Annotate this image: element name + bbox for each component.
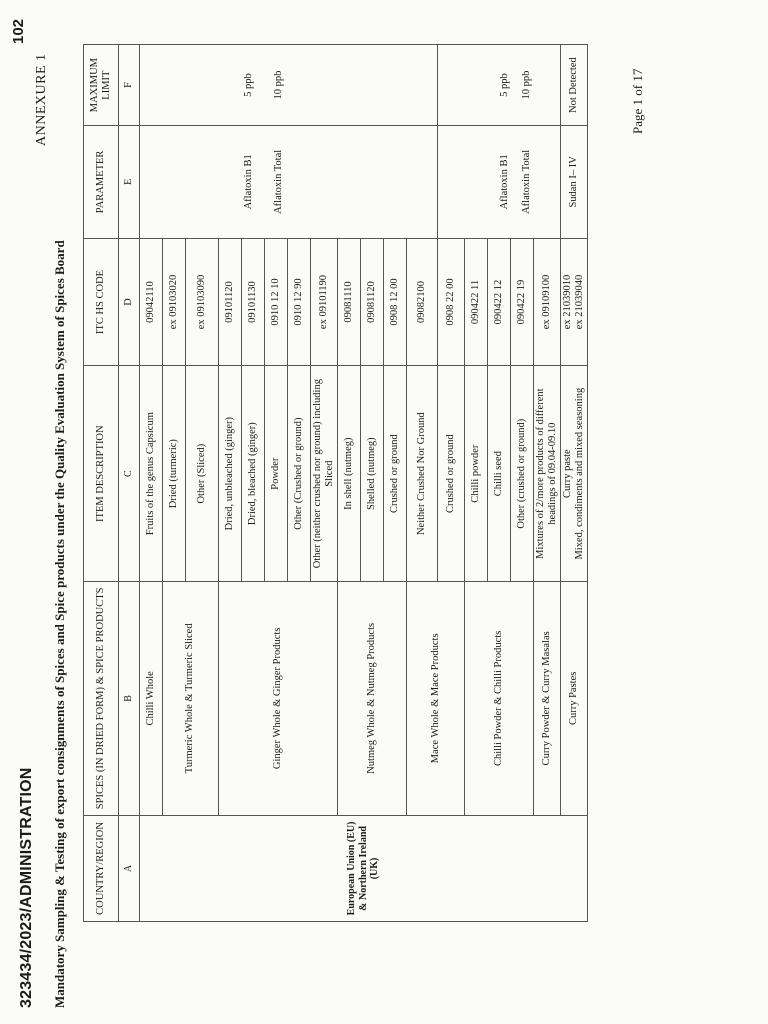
hs-code-cell: 09101130 [242, 238, 265, 366]
document-title: Mandatory Sampling & Testing of export consignments of Spices and Spice products under the Quality Evaluation System of Spices Board [52, 240, 67, 1008]
column-header: SPICES (IN DRIED FORM) & SPICE PRODUCTS [84, 581, 119, 815]
hs-code-cell: 09082100 [407, 238, 438, 366]
column-header: ITC HS CODE [84, 238, 119, 366]
description-cell: Other (crushed or ground) [511, 366, 534, 581]
document-reference: 323434/2023/ADMINISTRATION [18, 767, 35, 1008]
hs-code-cell: 09081110 [338, 238, 361, 366]
description-cell: Powder [265, 366, 288, 581]
limit-group-2 [438, 45, 561, 126]
description-cell: Chilli seed [488, 366, 511, 581]
column-letter-row [119, 45, 140, 922]
product-cell: Curry Powder & Curry Masalas [534, 581, 561, 815]
hs-code-cell: 0908 12 00 [384, 238, 407, 366]
product-cell: Mace Whole & Mace Products [407, 581, 465, 815]
hs-code-cell: ex 09103020 [163, 238, 186, 366]
product-cell: Ginger Whole & Ginger Products [219, 581, 338, 815]
column-letter: D [119, 238, 140, 366]
description-cell: Other (Crushed or ground) [288, 366, 311, 581]
description-line: Curry paste [562, 449, 574, 499]
product-cell: Turmeric Whole & Turmeric Sliced [163, 581, 219, 815]
hs-code-cell: 0910 12 10 [265, 238, 288, 366]
hs-code-cell: ex 09109100 [534, 238, 561, 366]
column-letter: F [119, 45, 140, 126]
product-cell: Nutmeg Whole & Nutmeg Products [338, 581, 407, 815]
limit-sudan: Not Detected [561, 45, 588, 126]
column-header: PARAMETER [84, 126, 119, 238]
limit-aflatoxin-total: 10 ppb [521, 70, 533, 100]
table-row [140, 45, 163, 922]
column-header: COUNTRY/REGION [84, 815, 119, 921]
hs-code-line: ex 21039040 [574, 274, 586, 330]
product-cell: Curry Pastes [561, 581, 588, 815]
description-cell: Dried, bleached (ginger) [242, 366, 265, 581]
hs-code-cell: ex 09103090 [186, 238, 219, 366]
hs-code-cell: 090422 11 [465, 238, 488, 366]
description-line: Mixed, condiments and mixed seasoning [574, 387, 586, 560]
product-cell: Chilli Whole [140, 581, 163, 815]
description-cell: Shelled (nutmeg) [361, 366, 384, 581]
hs-code-cell: 09101120 [219, 238, 242, 366]
hs-code-cell: 090422 19 [511, 238, 534, 366]
hs-code-line: ex 21039010 [562, 274, 574, 330]
column-letter: E [119, 126, 140, 238]
parameter-aflatoxin-b1: Aflatoxin B1 [242, 154, 254, 210]
column-header: ITEM DESCRIPTION [84, 366, 119, 581]
limit-group-1 [140, 45, 438, 126]
description-cell: Dried, unbleached (ginger) [219, 366, 242, 581]
hs-code-cell: ex 09101190 [311, 238, 338, 366]
page-number: 102 [10, 18, 27, 44]
column-letter: B [119, 581, 140, 815]
product-cell: Chilli Powder & Chilli Products [465, 581, 534, 815]
hs-code-cell: 0908 22 00 [438, 238, 465, 366]
parameter-aflatoxin-total: Aflatoxin Total [521, 149, 533, 214]
column-letter: C [119, 366, 140, 581]
column-letter: A [119, 815, 140, 921]
description-cell: Other (Sliced) [186, 366, 219, 581]
spices-table [83, 44, 588, 922]
parameter-aflatoxin-b1: Aflatoxin B1 [499, 154, 511, 210]
parameter-aflatoxin-total: Aflatoxin Total [272, 149, 284, 214]
country-cell: European Union (EU) & Northern Ireland (UK) [140, 815, 588, 921]
hs-code-cell [561, 238, 588, 366]
column-header: MAXIMUM LIMIT [84, 45, 119, 126]
hs-code-cell: 09042110 [140, 238, 163, 366]
annexure-label: ANNEXURE 1 [34, 53, 49, 146]
description-cell: Crushed or ground [438, 366, 465, 581]
description-cell: Other (neither crushed nor ground) including Sliced [311, 366, 338, 581]
description-cell: Fruits of the genus Capsicum [140, 366, 163, 581]
parameter-group-2 [438, 126, 561, 238]
limit-aflatoxin-b1: 5 ppb [499, 73, 511, 97]
description-cell [561, 366, 588, 581]
limit-aflatoxin-b1: 5 ppb [242, 73, 254, 97]
description-cell: Crushed or ground [384, 366, 407, 581]
description-cell: Mixtures of 2/more products of different headings of 09.04-09.10 [534, 366, 561, 581]
description-cell: Chilli powder [465, 366, 488, 581]
description-cell: Neither Crushed Nor Ground [407, 366, 438, 581]
page-footer: Page 1 of 17 [630, 68, 645, 134]
description-cell: Dried (turmeric) [163, 366, 186, 581]
table-row [561, 45, 588, 922]
parameter-group-1 [140, 126, 438, 238]
hs-code-cell: 0910 12 90 [288, 238, 311, 366]
header-row [84, 45, 119, 922]
description-cell: In shell (nutmeg) [338, 366, 361, 581]
limit-aflatoxin-total: 10 ppb [272, 70, 284, 100]
hs-code-cell: 09081120 [361, 238, 384, 366]
parameter-sudan: Sudan I– IV [561, 126, 588, 238]
hs-code-cell: 090422 12 [488, 238, 511, 366]
